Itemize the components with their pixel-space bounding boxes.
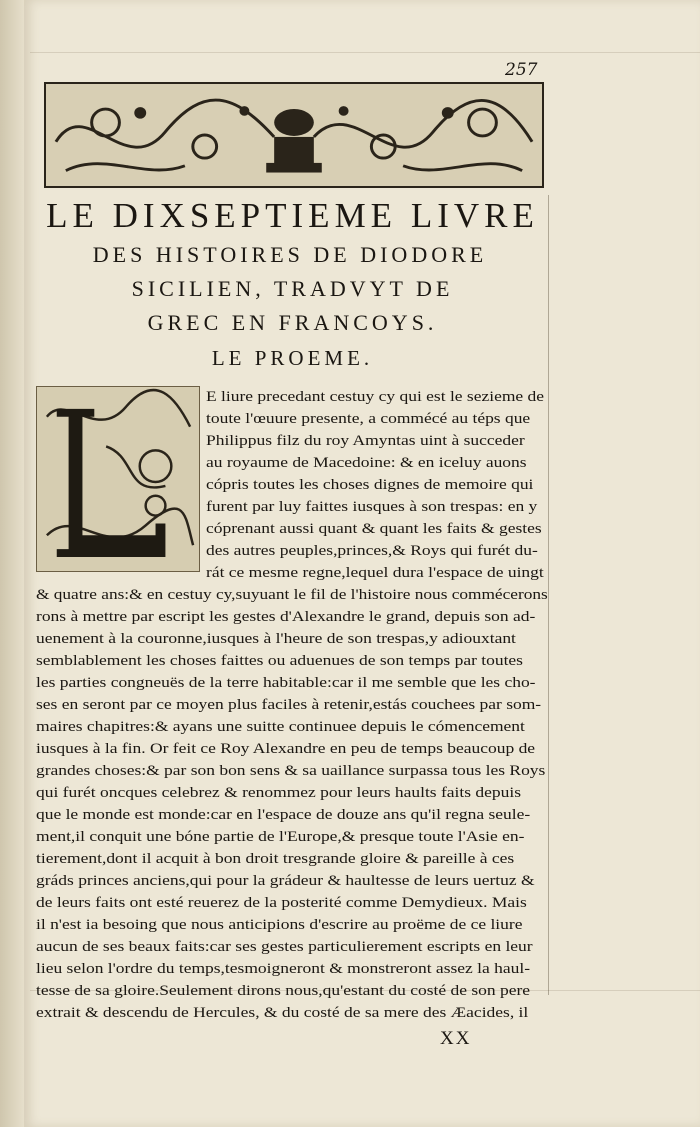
body-line: tierement,dont il acquit à bon droit tresgrande gloire & pareille à ces	[36, 850, 515, 867]
body-line: des autres peuples,princes,& Roys qui furét du-	[206, 542, 538, 559]
body-line: E liure precedant cestuy cy qui est le sezieme de	[206, 388, 545, 405]
body-line: furent par luy faittes iusques à son trespas: en y	[206, 498, 538, 515]
body-line: maires chapitres:& ayans une suitte continuee depuis le cómencement	[36, 718, 525, 735]
body-line: uenement à la couronne,iusques à l'heure de son trespas,y adiouxtant	[36, 630, 516, 647]
body-line: aucun de ses beaux faits:car ses gestes particulierement escripts en leur	[36, 938, 533, 955]
body-line: & quatre ans:& en cestuy cy,suyuant le fil de l'histoire nous commécerons	[36, 586, 548, 603]
body-line: Philippus filz du roy Amyntas uint à succeder	[206, 432, 525, 449]
body-line: extrait & descendu de Hercules, & du costé de sa mere des Æacides, il	[36, 1004, 529, 1021]
body-line: ses en seront par ce moyen plus faciles à retenir,estás couchees par som-	[36, 696, 542, 713]
body-line: cópris toutes les choses dignes de memoire qui	[206, 476, 534, 493]
book-title-line-1: LE DIXSEPTIEME LIVRE	[46, 196, 539, 235]
body-line: les parties congneuës de la terre habitable:car il me semble que les cho-	[36, 674, 536, 691]
decorative-headpiece-ornament	[44, 82, 544, 188]
decorated-initial-l	[36, 386, 200, 572]
body-line: rons à mettre par escript les gestes d'Alexandre le grand, depuis son ad-	[36, 608, 536, 625]
body-line: ment,il conquit une bóne partie de l'Europe,& presque toute l'Asie en-	[36, 828, 525, 845]
body-line: rát ce mesme regne,lequel dura l'espace de uingt	[206, 564, 544, 581]
body-line: semblablement les choses faittes ou aduenues de son temps par toutes	[36, 652, 523, 669]
body-line: grandes choses:& par son bon sens & sa uaillance surpassa tous les Roys	[36, 762, 546, 779]
page-number: 257	[505, 60, 538, 80]
body-line: de leurs faits ont esté reuerez de la posterité comme Demydieux. Mais	[36, 894, 527, 911]
body-line: iusques à la fin. Or feit ce Roy Alexandre en peu de temps beaucoup de	[36, 740, 536, 757]
body-line: que le monde est monde:car en l'espace de douze ans qu'il regna seule-	[36, 806, 531, 823]
body-line: lieu selon l'ordre du temps,tesmoigneront & monstreront assez la haul-	[36, 960, 531, 977]
section-heading: LE PROEME.	[211, 346, 374, 370]
book-title-line-2: DES HISTOIRES DE DIODORE	[92, 242, 488, 267]
signature-mark: XX	[440, 1028, 472, 1049]
body-line: tesse de sa gloire.Seulement dirons nous,qu'estant du costé de son pere	[36, 982, 531, 999]
faint-ruling	[30, 52, 700, 53]
body-line: il n'est ia besoing que nous anticipions d'escrire au proëme de ce liure	[36, 916, 523, 933]
body-line: gráds princes anciens,qui pour la grádeur & haultesse de leurs uertuz &	[36, 872, 535, 889]
body-line: au royaume de Macedoine: & en iceluy auons	[206, 454, 527, 471]
book-gutter	[0, 0, 24, 1127]
body-line: qui furét oncques celebrez & renommez pour leurs haults faits depuis	[36, 784, 522, 801]
body-line: toute l'œuure presente, a commécé au téps que	[206, 410, 531, 427]
body-line: cóprenant aussi quant & quant les faits & gestes	[206, 520, 542, 537]
book-title-line-3: SICILIEN, TRADVYT DE	[131, 276, 454, 301]
book-title-line-4: GREC EN FRANCOYS.	[147, 310, 438, 335]
